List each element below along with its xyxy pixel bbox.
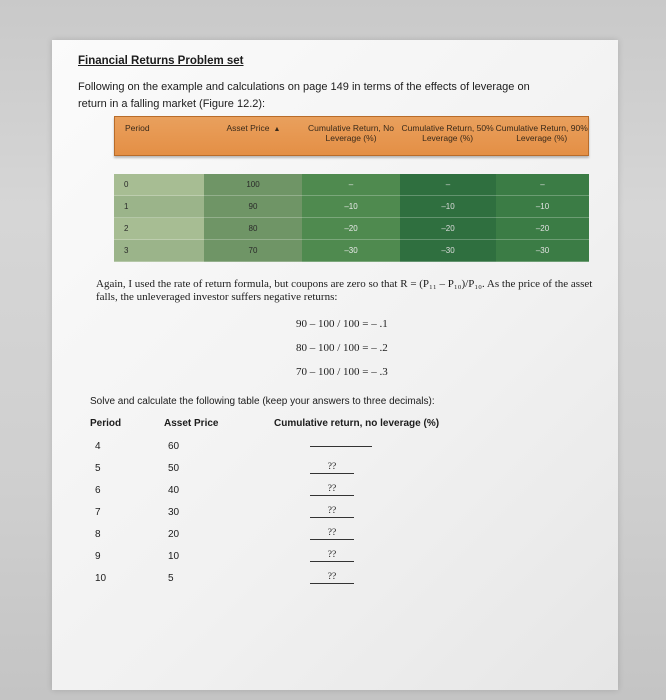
figure-header-row bbox=[114, 116, 589, 156]
figure-cell-period: 3 bbox=[114, 240, 204, 262]
answer-blank[interactable]: ?? bbox=[310, 550, 354, 562]
figure-cell-cum1: –20 bbox=[302, 218, 400, 240]
figure-cell-cum2: –20 bbox=[400, 218, 496, 240]
answer-blank[interactable]: ?? bbox=[310, 462, 354, 474]
document-title: Financial Returns Problem set bbox=[78, 55, 244, 67]
figure-row bbox=[114, 240, 589, 262]
solve-cell-price: 30 bbox=[168, 507, 180, 518]
solve-cell-price: 60 bbox=[168, 441, 180, 452]
solve-cell-period: 9 bbox=[95, 551, 101, 562]
explanation-paragraph: Again, I used the rate of return formula, but coupons are zero so that R = (P₁₁ – P₁₀)/P₁₀. As the price of the asset falls, the unleveraged investor suffers negative returns: bbox=[96, 278, 593, 303]
figure-cell-asset: 100 bbox=[204, 174, 302, 196]
answer-blank[interactable] bbox=[310, 445, 372, 447]
solve-header-period: Period bbox=[90, 418, 122, 429]
solve-header-cumulative: Cumulative return, no leverage (%) bbox=[274, 418, 440, 429]
solve-cell-price: 40 bbox=[168, 485, 180, 496]
solve-cell-price: 5 bbox=[168, 573, 174, 584]
figure-cell-asset: 70 bbox=[204, 240, 302, 262]
figure-cell-cum3: –20 bbox=[496, 218, 589, 240]
figure-cell-cum1: – bbox=[302, 174, 400, 196]
figure-row bbox=[114, 174, 589, 196]
figure-row bbox=[114, 218, 589, 240]
solve-cell-price: 10 bbox=[168, 551, 180, 562]
solve-cell-period: 8 bbox=[95, 529, 101, 540]
header-cum-50-leverage: Cumulative Return, 50% Leverage (%) bbox=[401, 123, 494, 143]
figure-cell-cum1: –30 bbox=[302, 240, 400, 262]
figure-cell-asset: 80 bbox=[204, 218, 302, 240]
figure-body bbox=[114, 174, 589, 258]
header-period: Period bbox=[125, 123, 150, 133]
solve-header-asset-price: Asset Price bbox=[164, 418, 219, 429]
header-asset-price: Asset Price ▲ bbox=[226, 123, 281, 133]
figure-cell-period: 1 bbox=[114, 196, 204, 218]
figure-cell-cum3: –10 bbox=[496, 196, 589, 218]
header-cum-no-leverage: Cumulative Return, No Leverage (%) bbox=[308, 123, 395, 143]
figure-cell-cum2: –30 bbox=[400, 240, 496, 262]
solve-cell-price: 50 bbox=[168, 463, 180, 474]
figure-cell-cum3: –30 bbox=[496, 240, 589, 262]
figure-cell-cum3: – bbox=[496, 174, 589, 196]
sort-arrow-icon: ▲ bbox=[273, 126, 281, 133]
figure-cell-asset: 90 bbox=[204, 196, 302, 218]
solve-cell-period: 10 bbox=[95, 573, 107, 584]
intro-paragraph: Following on the example and calculations on page 149 in terms of the effects of leverage on return in a falling market (Figure 12.2): bbox=[78, 81, 530, 110]
document-page bbox=[52, 40, 618, 690]
figure-cell-cum2: –10 bbox=[400, 196, 496, 218]
figure-cell-cum1: –10 bbox=[302, 196, 400, 218]
figure-row bbox=[114, 196, 589, 218]
solve-cell-period: 7 bbox=[95, 507, 101, 518]
figure-cell-cum2: – bbox=[400, 174, 496, 196]
header-cum-90-leverage: Cumulative Return, 90% Leverage (%) bbox=[495, 123, 588, 143]
figure-cell-period: 2 bbox=[114, 218, 204, 240]
solve-instruction: Solve and calculate the following table (keep your answers to three decimals): bbox=[90, 396, 435, 407]
solve-cell-period: 5 bbox=[95, 463, 101, 474]
equation-1: 90 – 100 / 100 = – .1 bbox=[296, 318, 388, 330]
equation-3: 70 – 100 / 100 = – .3 bbox=[296, 366, 388, 378]
equation-2: 80 – 100 / 100 = – .2 bbox=[296, 342, 388, 354]
figure-cell-period: 0 bbox=[114, 174, 204, 196]
answer-blank[interactable]: ?? bbox=[310, 506, 354, 518]
solve-cell-period: 4 bbox=[95, 441, 101, 452]
solve-cell-price: 20 bbox=[168, 529, 180, 540]
answer-blank[interactable]: ?? bbox=[310, 484, 354, 496]
answer-blank[interactable]: ?? bbox=[310, 572, 354, 584]
answer-blank[interactable]: ?? bbox=[310, 528, 354, 540]
figure-12-2-table bbox=[114, 116, 589, 258]
solve-cell-period: 6 bbox=[95, 485, 101, 496]
